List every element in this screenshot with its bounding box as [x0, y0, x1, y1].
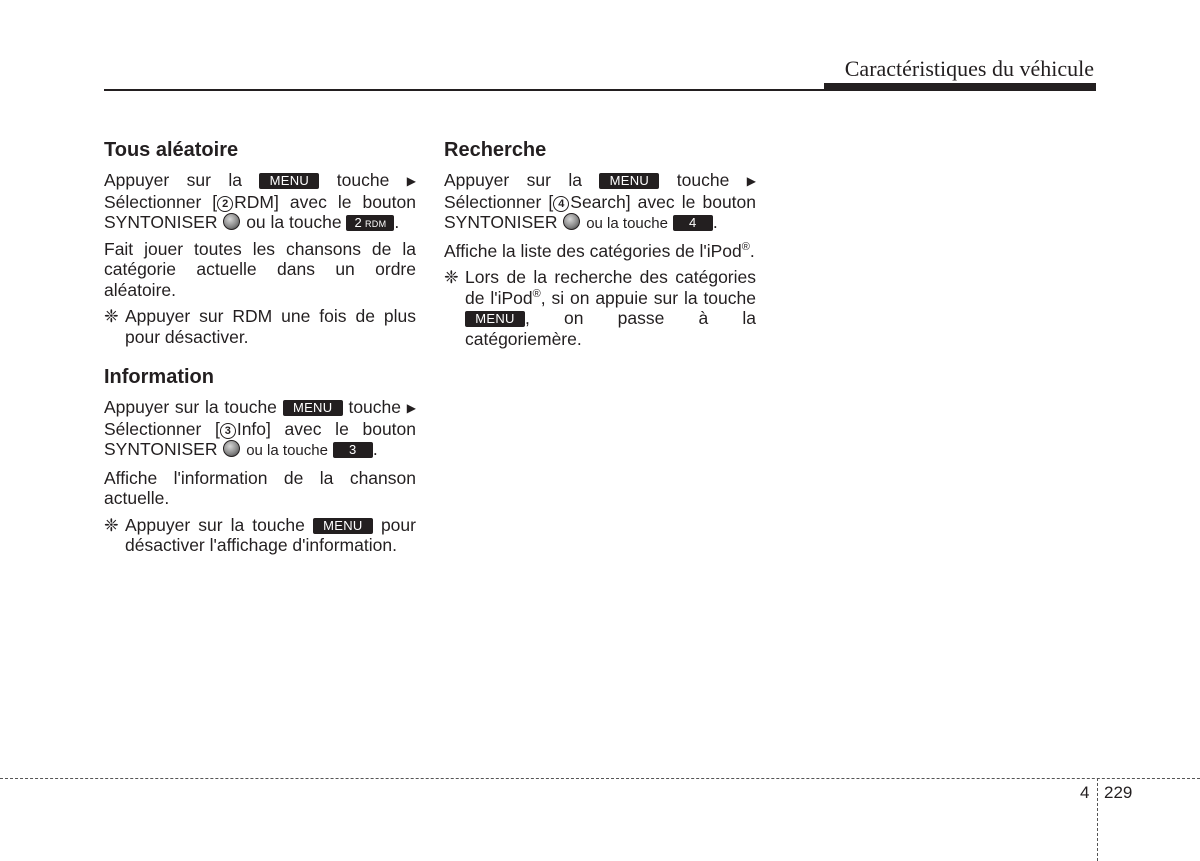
- right-column: [444, 138, 756, 355]
- section-title-information: Information: [104, 366, 214, 388]
- text: Affiche la liste des catégories de l'iPod: [444, 240, 742, 261]
- paragraph-tous-aleatoire-instructions: Appuyer sur la MENU touche ▶ Sélectionner [ 2 RDM] avec le bouton SYNTONISER ou la touche 2 RDM .: [104, 170, 416, 232]
- key-label: RDM: [364, 219, 387, 229]
- section-title-tous-aleatoire: Tous aléatoire: [104, 139, 239, 161]
- text: touche: [676, 170, 730, 190]
- note-symbol-icon: ❈: [104, 514, 119, 535]
- rdm-key-icon: [346, 215, 394, 231]
- footer-dashed-rule: [0, 778, 1200, 779]
- text: touche: [336, 170, 390, 190]
- note-symbol-icon: ❈: [104, 306, 119, 326]
- paragraph-recherche-description: Affiche la liste des catégories de l'iPod®.: [444, 240, 755, 261]
- text: Search] avec le bouton SYNTONISER: [444, 191, 756, 232]
- running-header-title: Caractéristiques du véhicule: [844, 56, 1094, 81]
- note-text: Lors de la recherche des catégories de l'iPod: [465, 267, 756, 308]
- menu-key-icon: MENU: [283, 400, 343, 416]
- section-title-recherche: Recherche: [444, 139, 547, 161]
- paragraph-information-instructions: Appuyer sur la touche MENU touche ▶ Sélectionner [ 3 Info] avec le bouton SYNTONISER ou la touche 3 .: [104, 397, 417, 459]
- text: RDM] avec le bouton SYNTONISER: [104, 191, 416, 232]
- text: touche: [348, 397, 401, 417]
- circled-4-icon: 4: [553, 196, 569, 212]
- note-symbol-icon: ❈: [444, 267, 459, 287]
- text: Info] avec le bouton SYNTONISER: [104, 418, 417, 459]
- registered-mark: ®: [532, 287, 541, 300]
- note-text: , si on appuie sur la touche: [540, 287, 756, 308]
- registered-mark: ®: [741, 240, 750, 253]
- note-information: [104, 515, 416, 556]
- note-tous-aleatoire: [104, 306, 416, 347]
- text: Sélectionner [: [444, 191, 554, 212]
- text: ou la touche: [586, 215, 668, 232]
- circled-3-icon: 3: [220, 423, 236, 439]
- key-number: 2: [354, 215, 362, 230]
- page-number: 229: [1104, 783, 1133, 802]
- menu-key-icon: MENU: [599, 173, 659, 189]
- menu-key-icon: MENU: [313, 518, 373, 534]
- text: Appuyer sur la: [104, 170, 242, 190]
- header-rule: [104, 89, 1096, 91]
- key-3-icon: 3: [333, 442, 373, 458]
- text: ou la touche: [246, 212, 342, 232]
- footer-dashed-divider: [1097, 778, 1098, 861]
- text: ou la touche: [246, 442, 328, 459]
- chapter-number: 4: [1080, 783, 1090, 802]
- paragraph-tous-aleatoire-description: Fait jouer toutes les chansons de la catégorie actuelle dans un ordre aléatoire.: [104, 238, 416, 300]
- menu-key-icon: MENU: [465, 311, 525, 327]
- circled-2-icon: 2: [217, 196, 233, 212]
- left-column: [104, 138, 416, 562]
- tune-knob-icon: [563, 213, 580, 230]
- tune-knob-icon: [223, 213, 240, 230]
- text: Sélectionner [: [104, 418, 220, 439]
- arrow-right-icon: ▶: [406, 401, 416, 415]
- note-text: , on passe à la catégoriemère.: [465, 308, 756, 349]
- menu-key-icon: MENU: [259, 173, 319, 189]
- arrow-right-icon: ▶: [746, 174, 756, 188]
- paragraph-information-description: Affiche l'information de la chanson actuelle.: [104, 467, 416, 508]
- note-recherche: [444, 267, 756, 349]
- arrow-right-icon: ▶: [406, 174, 416, 188]
- tune-knob-icon: [223, 440, 240, 457]
- key-4-icon: 4: [673, 215, 713, 231]
- paragraph-recherche-instructions: Appuyer sur la MENU touche ▶ Sélectionner [ 4 Search] avec le bouton SYNTONISER ou la touche 4 .: [444, 170, 756, 232]
- text: Sélectionner [: [104, 191, 218, 212]
- text: Appuyer sur la touche: [104, 397, 277, 417]
- text: Appuyer sur la: [444, 170, 582, 190]
- note-text: pour désactiver l'affichage d'information.: [125, 514, 416, 555]
- note-text: Appuyer sur RDM une fois de plus pour désactiver.: [125, 306, 416, 347]
- note-text: Appuyer sur la touche: [125, 514, 305, 535]
